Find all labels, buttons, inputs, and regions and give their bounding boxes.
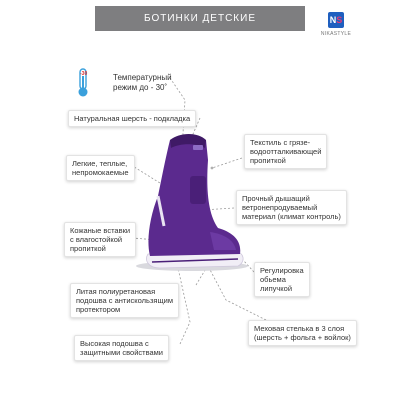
feature-high-sole: Высокая подошва с защитными свойствами	[74, 335, 169, 361]
velcro-strap	[190, 176, 206, 204]
feature-light-warm: Легкие, теплые, непромокаемые	[66, 155, 135, 181]
logo-text: NIKASTYLE	[320, 31, 352, 37]
feature-velcro: Регулировка обьема липучкой	[254, 262, 310, 297]
feature-textile: Текстиль с грязе- водоотталкивающей пропиткой	[244, 134, 327, 169]
temperature-label: Температурный режим до - 30˚	[113, 73, 172, 92]
feature-wool-lining: Натуральная шерсть - подкладка	[68, 110, 196, 127]
page-title: БОТИНКИ ДЕТСКИЕ	[144, 13, 256, 24]
logo-mark: NS	[328, 12, 344, 28]
feature-insole: Меховая стелька в 3 слоя (шерсть + фольга + войлок)	[248, 320, 357, 346]
feature-sole: Литая полиуретановая подошва с антискользящим протектором	[70, 283, 179, 318]
feature-membrane: Прочный дышащий ветронепродуваемый материал (климат контроль)	[236, 190, 347, 225]
feature-leather-inserts: Кожаные вставки с влагостойкой пропиткой	[64, 222, 136, 257]
temperature-badge: -30	[80, 71, 88, 77]
boot-logo-patch	[193, 145, 203, 150]
